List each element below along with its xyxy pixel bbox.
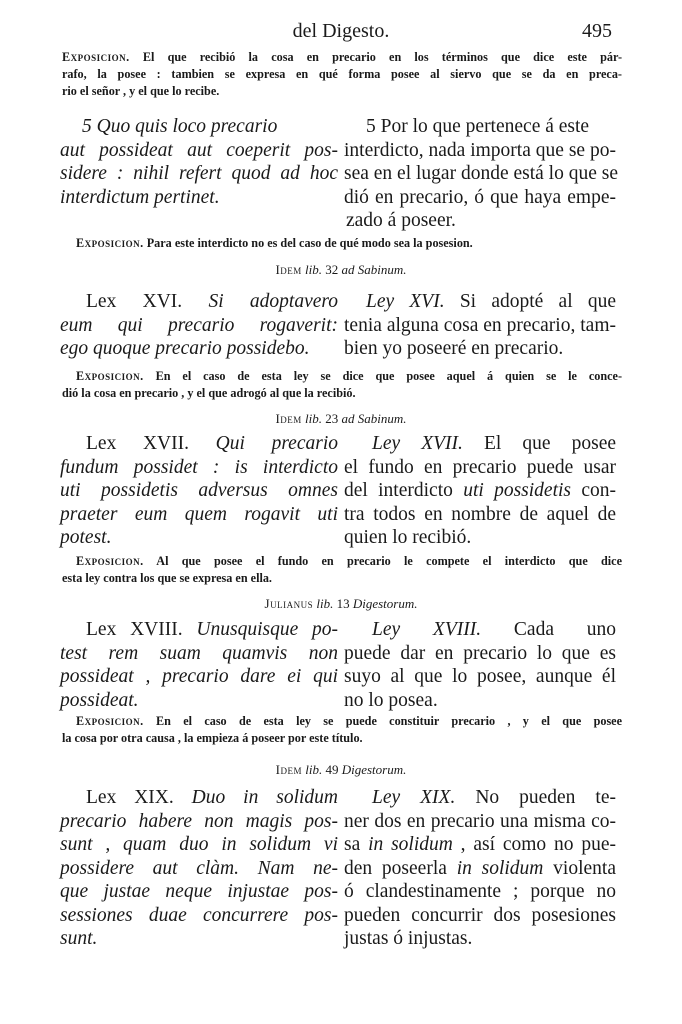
latin-column [60,618,338,712]
spanish-line: den poseerla in solidum violenta [344,857,616,879]
exposition-line: rafo, la posee : tambien se expresa en qué forma posee al siervo que se da en preca- [62,67,622,81]
law-heading: Ley XVII. [372,433,463,454]
exposition-paragraph [76,235,622,252]
spanish-line: tra todos en nombre de aquel de [344,503,616,525]
exposition-paragraph [62,553,622,587]
latin-line: Lex XVI. Si adoptavero [60,290,338,314]
latin-line: test rem suam quamvis non [60,642,338,664]
latin-line: Lex XVIII. Unusquisque po- [60,618,338,642]
exposition-line: rio el señor , y el que lo recibe. [62,84,220,98]
latin-line: interdictum pertinet. [60,186,220,208]
spanish-line: Ley XVIII. Cada uno [344,618,616,642]
spanish-line: 5 Por lo que pertenece á este [366,116,590,137]
source-citation: Idem lib. 32 ad Sabinum. [275,262,407,277]
exposition-line: Exposicion. En el caso de esta ley se puede constituir precario , y el que posee [62,713,622,730]
spanish-line: puede dar en precario lo que es [344,642,616,664]
spanish-line: suyo al que lo posee, aunque él [344,666,616,687]
law-heading: Lex XVIII. [86,619,183,640]
spanish-line: Ley XVII. El que posee [344,432,616,456]
spanish-column [344,115,616,233]
spanish-column [344,290,616,361]
spanish-line: Ley XVI. Si adopté al que [344,290,616,314]
latin-line: eum qui precario rogaverit: [60,314,338,336]
latin-line: possidere aut clàm. Nam ne- [60,857,338,879]
exposition-label: Exposicion. [62,50,130,64]
latin-line: sidere : nihil refert quod ad hoc [60,163,338,184]
exposition-line: esta ley contra los que se expresa en ella. [62,571,272,585]
exposition-label: Exposicion. [76,236,144,250]
latin-line: que justae neque injustae pos- [60,881,338,902]
latin-line: potest. [60,527,112,548]
spanish-column [344,618,616,712]
spanish-line: bien yo poseeré en precario. [344,338,564,359]
law-heading: Lex XVII. [86,433,189,454]
latin-line: Lex XVII. Qui precario [60,432,338,456]
spanish-line: quien lo recibió. [344,527,472,548]
latin-column [60,290,338,361]
exposition-line: la cosa por otra causa , la empieza á poseer por este título. [62,731,363,745]
source-citation: Idem lib. 23 ad Sabinum. [275,411,407,426]
law-heading: Lex XIX. [86,787,174,808]
exposition-line: dió la cosa en precario , y el que adrogó al que la recibió. [62,386,356,400]
law-heading: Ley XVIII. [372,619,482,640]
exposition-paragraph [62,713,622,747]
spanish-line: tenia alguna cosa en precario, tam- [344,314,616,336]
latin-column [60,432,338,550]
source-citation: Idem lib. 49 Digestorum. [275,762,407,777]
law-heading: Ley XIX. [372,787,456,808]
spanish-line: interdicto, nada importa que se po- [344,139,616,161]
spanish-line: dió en precario, ó que haya empe- [344,186,616,208]
exposition-line: Exposicion. Para este interdicto no es del caso de qué modo sea la posesion. [76,236,473,250]
exposition-line: Exposicion. El que recibió la cosa en precario en los términos que dice este pár- [62,50,623,64]
spanish-line: ó clandestinamente ; porque no [344,881,616,902]
law-heading: Ley XVI. [366,291,445,312]
latin-line: Lex XIX. Duo in solidum [60,786,338,810]
spanish-line: sea en el lugar donde está lo que se [344,163,618,184]
spanish-line: sa in solidum , así como no pue- [344,834,616,855]
spanish-line: no lo posea. [344,689,438,711]
latin-line: uti possidetis adversus omnes [60,480,338,501]
latin-line: sunt , quam duo in solidum vi [60,834,338,855]
spanish-line: el fundo en precario puede usar [344,456,616,478]
spanish-line: ner dos en precario una misma co- [344,810,616,832]
spanish-column [344,786,616,951]
latin-line: aut possideat aut coeperit pos- [60,139,338,161]
latin-line: sessiones duae concurrere pos- [60,904,338,926]
spanish-line: del interdicto uti possidetis con- [344,480,616,501]
exposition-paragraph [62,368,622,402]
latin-line: fundum possidet : is interdicto [60,456,338,478]
latin-column [60,115,338,209]
latin-line: precario habere non magis pos- [60,810,338,832]
exposition-label: Exposicion. [76,369,144,383]
exposition-line: Exposicion. En el caso de esta ley se dice que posee aquel á quien se le conce- [62,368,622,385]
page-number: 495 [582,20,612,42]
exposition-label: Exposicion. [76,714,144,728]
law-heading: Lex XVI. [86,291,183,312]
exposition-line: Exposicion. Al que posee el fundo en precario le compete el interdicto que dice [62,553,622,570]
spanish-line: zado á poseer. [346,210,456,231]
latin-line: 5 Quo quis loco precario [82,116,278,137]
spanish-line: justas ó injustas. [344,928,473,949]
running-title: del Digesto. [292,20,390,42]
latin-line: ego quoque precario possidebo. [60,338,310,359]
source-citation: Julianus lib. 13 Digestorum. [264,596,418,611]
spanish-line: pueden concurrir dos posesiones [344,904,616,926]
spanish-column [344,432,616,550]
exposition-paragraph [62,49,622,100]
spanish-line: Ley XIX. No pueden te- [344,786,616,810]
page-header [0,18,682,48]
latin-column [60,786,338,951]
latin-line: sunt. [60,928,98,949]
latin-line: possideat. [60,689,139,711]
latin-line: possideat , precario dare ei qui [60,666,338,687]
latin-line: praeter eum quem rogavit uti [60,503,338,525]
exposition-label: Exposicion. [76,554,144,568]
